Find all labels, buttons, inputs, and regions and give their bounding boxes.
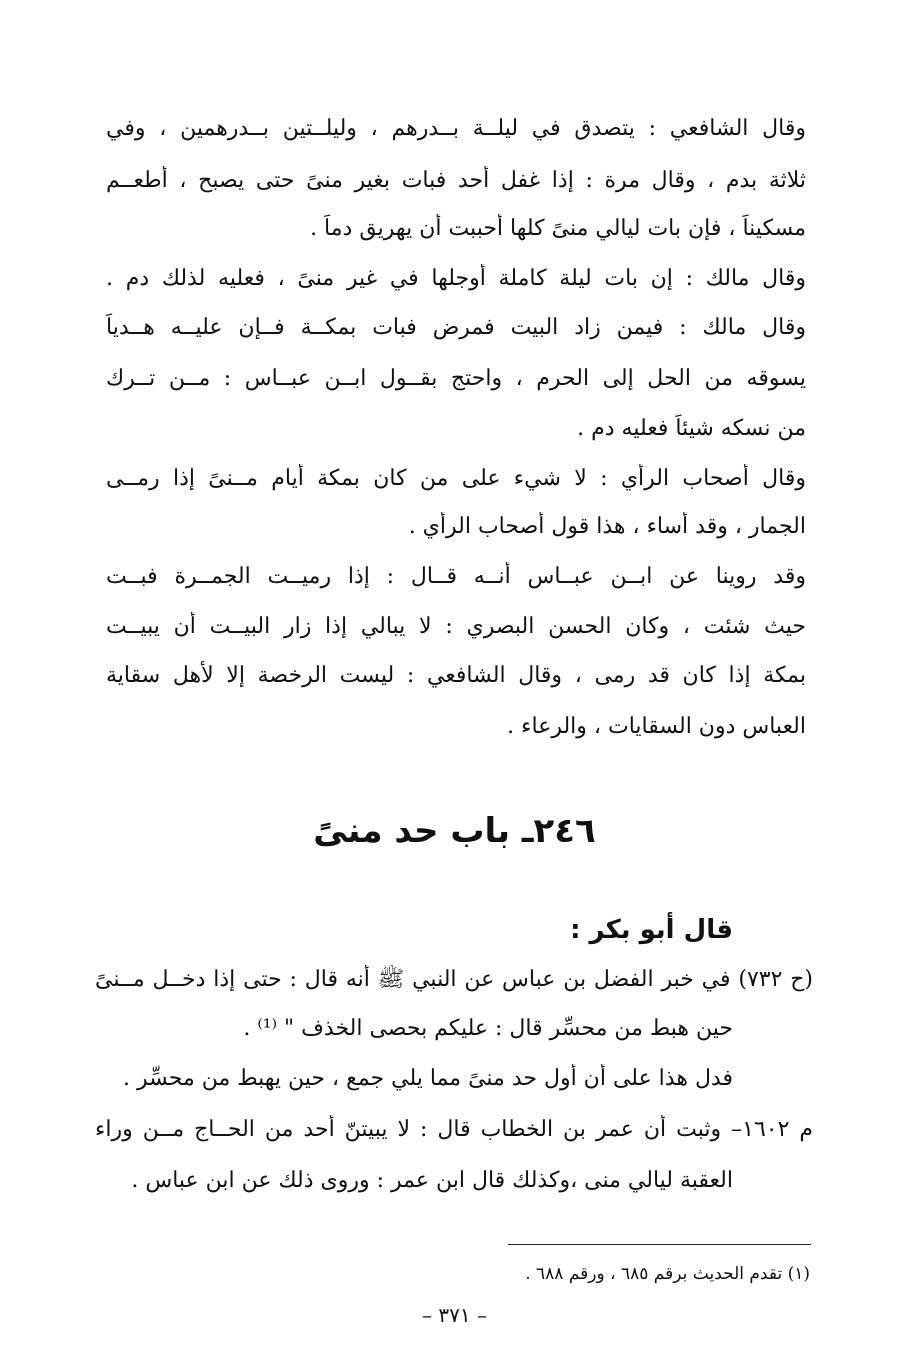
body-line: وقال مالك : فيمن زاد البيت فمرض فبات بمكــة فــإن عليــه هــدياً (106, 315, 806, 340)
body-line: ثلاثة بدم ، وقال مرة : إذا غفل أحد فبات بغير منىً حتى يصبح ، أطعــم (106, 168, 806, 193)
body-line: العباس دون السقايات ، والرعاء . (507, 714, 806, 739)
hadith-line: م ١٦٠٢– وثبت أن عمر بن الخطاب قال : لا يبيتنّ أحد من الحــاج مــن وراء (95, 1117, 813, 1142)
hadith-line: فدل هذا على أن أول حد منىً مما يلي جمع ، حين يهبط من محسِّر . (123, 1066, 733, 1091)
body-line: مسكيناً ، فإن بات ليالي منىً كلها أحببت أن يهريق دماً . (310, 216, 806, 241)
body-line: وقال أصحاب الرأي : لا شيء على من كان بمكة أيام مــنىً إذا رمــى (106, 466, 806, 491)
body-line: بمكة إذا كان قد رمى ، وقال الشافعي : ليست الرخصة إلا لأهل سقاية (106, 663, 806, 688)
body-line: يسوقه من الحل إلى الحرم ، واحتج بقــول ابــن عبــاس : مــن تــرك (106, 366, 806, 391)
hadith-line: العقبة ليالي منى ،وكذلك قال ابن عمر : وروى ذلك عن ابن عباس . (131, 1168, 733, 1193)
footnote-divider (508, 1244, 811, 1245)
hadith-line: (ح ٧٣٢) في خبر الفضل بن عباس عن النبي ﷺ أنه قال : حتى إذا دخــل مــنىً (95, 967, 813, 992)
hadith-line: حين هبط من محسِّر قال : عليكم بحصى الخذف " ⁽¹⁾ . (243, 1016, 733, 1041)
body-line: حيث شئت ، وكان الحسن البصري : لا يبالي إذا زار البيــت أن يبيــت (106, 614, 806, 639)
body-line: وقال الشافعي : يتصدق في ليلــة بــدرهم ، وليلــتين بــدرهمين ، وفي (106, 116, 806, 141)
body-line: وقال مالك : إن بات ليلة كاملة أوجلها في غير منىً ، فعليه لذلك دم . (106, 266, 806, 291)
body-line: وقد روينا عن ابــن عبــاس أنــه قــال : إذا رميــت الجمــرة فبــت (106, 564, 806, 589)
section-intro: قال أبو بكر : (570, 915, 733, 945)
body-line: الجمار ، وقد أساء ، هذا قول أصحاب الرأي . (408, 514, 806, 539)
body-line: من نسكه شيئاً فعليه دم . (577, 416, 806, 441)
footnote: (١) تقدم الحديث برقم ٦٨٥ ، ورقم ٦٨٨ . (525, 1264, 810, 1284)
page-number: – ٣٧١ – (422, 1303, 487, 1327)
chapter-title: ٢٤٦ـ باب حد منىً (313, 811, 596, 851)
